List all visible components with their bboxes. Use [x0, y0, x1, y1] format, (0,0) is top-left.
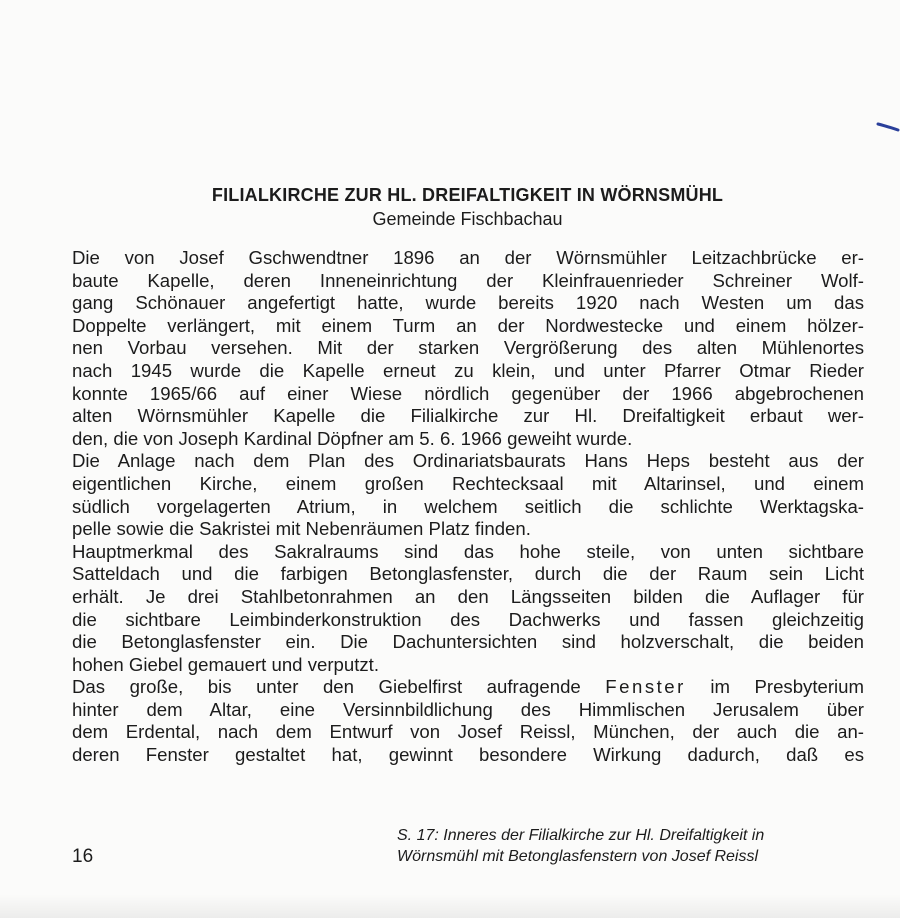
caption-line: S. 17: Inneres der Filialkirche zur Hl. Dreifaltigkeit in [397, 827, 765, 844]
text-line: deren Fenster gestaltet hat, gewinnt besondere Wirkung dadurch, daß es [72, 744, 864, 766]
text-line: baute Kapelle, deren Inneneinrichtung der Kleinfrauenrieder Schreiner Wolf- [72, 269, 864, 291]
page-subtitle: Gemeinde Fischbachau [372, 209, 563, 229]
text-line: konnte 1965/66 auf einer Wiese nördlich gegenüber der 1966 abgebrochenen [72, 382, 864, 404]
text-line [72, 676, 864, 699]
text-segment: Das große, bis unter den Giebelfirst aufragende [72, 676, 581, 698]
body-text [72, 247, 864, 767]
page-title: FILIALKIRCHE ZUR HL. DREIFALTIGKEIT IN WÖRNSMÜHL [211, 185, 724, 205]
paragraph [72, 676, 864, 766]
figure-caption [397, 825, 867, 867]
text-line: erhält. Je drei Stahlbetonrahmen an den Längsseiten bilden die Auflager für [72, 585, 864, 607]
text-line: die sichtbare Leimbinderkonstruktion des Dachwerks und fassen gleichzeitig [72, 608, 864, 630]
text-line: Die von Josef Gschwendtner 1896 an der Wörnsmühler Leitzachbrücke er- [72, 247, 864, 268]
paragraph [72, 247, 864, 450]
text-line: pelle sowie die Sakristei mit Nebenräumen Platz finden. [72, 518, 531, 540]
paragraph [72, 450, 864, 540]
text-line: die Betonglasfenster ein. Die Dachuntersichten sind holzverschalt, die beiden [72, 631, 864, 653]
text-line: den, die von Joseph Kardinal Döpfner am 5. 6. 1966 geweiht wurde. [72, 427, 633, 449]
text-line: nen Vorbau versehen. Mit der starken Vergrößerung des alten Mühlenortes [72, 337, 864, 359]
text-line: eigentlichen Kirche, einem großen Rechtecksaal mit Altarinsel, und einem [72, 472, 864, 494]
caption-line: Wörnsmühl mit Betonglasfenstern von Josef Reissl [397, 848, 759, 865]
text-line: hohen Giebel gemauert und verputzt. [72, 653, 379, 675]
text-line: Doppelte verlängert, mit einem Turm an der Nordwestecke und einem hölzer- [72, 314, 864, 336]
ink-mark [876, 118, 900, 132]
text-line: alten Wörnsmühler Kapelle die Filialkirche zur Hl. Dreifaltigkeit erbaut wer- [72, 405, 864, 427]
text-line: Satteldach und die farbigen Betonglasfenster, durch die der Raum sein Licht [72, 563, 864, 585]
text-line: südlich vorgelagerten Atrium, in welchem seitlich die schlichte Werktagska- [72, 495, 864, 517]
text-line: Hauptmerkmal des Sakralraums sind das hohe steile, von unten sichtbare [72, 540, 864, 562]
paragraph [72, 541, 864, 677]
text-line: hinter dem Altar, eine Versinnbildlichung des Himmlischen Jerusalem über [72, 698, 864, 720]
text-line: Die Anlage nach dem Plan des Ordinariatsbaurats Hans Heps besteht aus der [72, 450, 864, 472]
text-line: dem Erdental, nach dem Entwurf von Josef Reissl, München, der auch die an- [72, 721, 864, 743]
spaced-word: Fenster [605, 676, 686, 698]
text-line: gang Schönauer angefertigt hatte, wurde bereits 1920 nach Westen um das [72, 292, 864, 314]
text-line: nach 1945 wurde die Kapelle erneut zu klein, und unter Pfarrer Otmar Rieder [72, 359, 864, 381]
text-segment: im Presbyterium [710, 676, 865, 698]
page-number: 16 [72, 846, 94, 867]
page-edge-shadow [0, 894, 900, 918]
